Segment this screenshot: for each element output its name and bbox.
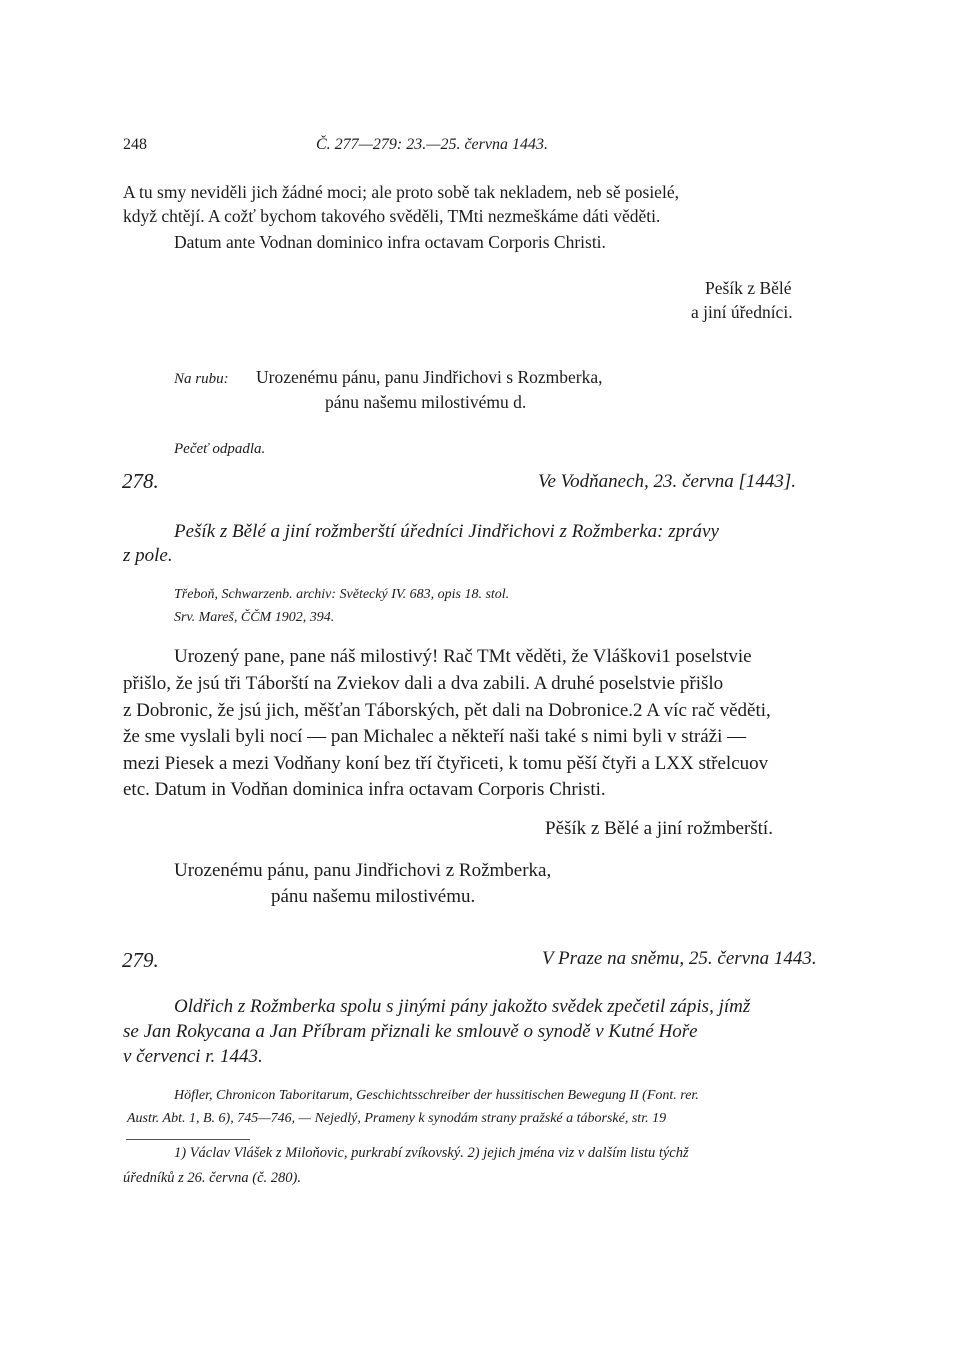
page-number: 248 [123,136,147,153]
doc279-number: 279. [122,948,159,972]
doc279-regest-line-2: se Jan Rokycana a Jan Příbram přiznali ke smlouvě o synodě v Kutné Hoře [123,1021,698,1042]
running-head: Č. 277—279: 23.—25. června 1443. [316,136,548,153]
doc279-regest-line-1: Oldřich z Rožmberka spolu s jinými pány jakožto svědek zpečetil zápis, jímž [174,996,751,1017]
footnote-line-1: 1) Václav Vlášek z Miloňovic, purkrabí zvíkovský. 2) jejich jména viz v dalším listu týchž [174,1145,689,1161]
doc278-source-2: Srv. Mareš, ČČM 1902, 394. [174,610,335,625]
doc277-line-1: A tu smy neviděli jich žádné moci; ale proto sobě tak nekladem, neb sě posielé, [123,182,679,202]
doc278-address-line-2: pánu našemu milostivému. [271,886,476,907]
doc278-text-line-3: z Dobronic, že jsú jich, měšťan Táborských, pět dali na Dobronice.2 A víc rač věděti, [123,700,771,721]
doc278-text-line-1: Urozený pane, pane náš milostivý! Rač TMt věděti, že Vláškovi1 poselstvie [174,646,752,667]
doc278-address-line-1: Urozenému pánu, panu Jindřichovi z Rožmberka, [174,860,552,881]
doc277-signature-2: a jiní úředníci. [691,302,793,322]
doc278-text-line-4: že sme vyslali byli nocí — pan Michalec a někteří naši také s nimi byli v stráži — [123,726,747,747]
doc278-source-1: Třeboň, Schwarzenb. archiv: Světecký IV. 683, opis 18. stol. [174,587,510,602]
doc277-address-label: Na rubu: [174,371,229,387]
doc277-address-line-2: pánu našemu milostivému d. [325,392,527,412]
doc279-source-1: Höfler, Chronicon Taboritarum, Geschichtsschreiber der hussitischen Bewegung II (Font. rer. [174,1088,699,1103]
footnote-rule [126,1139,250,1140]
doc278-text-line-5: mezi Piesek a mezi Vodňany koní bez tří čtyřiceti, k tomu pěší čtyři a LXX střelcuov [123,753,769,774]
doc277-address-line-1: Urozenému pánu, panu Jindřichovi s Rozmberka, [256,367,603,387]
doc279-regest-line-3: v červenci r. 1443. [123,1046,263,1067]
doc278-number: 278. [122,469,159,493]
doc278-text-line-2: přišlo, že jsú tři Táborští na Zviekov dali a dva zabili. A druhé poselstvie přišlo [123,673,724,694]
footnote-line-2: úředníků z 26. června (č. 280). [123,1170,301,1186]
doc277-line-2: když chtějí. A cožť bychom takového svěděli, TMti nezmeškáme dáti věděti. [123,206,661,226]
doc278-place-date: Ve Vodňanech, 23. června [1443]. [538,471,797,492]
doc278-signature: Pěšík z Bělé a jiní rožmberští. [545,818,773,839]
doc277-seal-note: Pečeť odpadla. [174,441,266,457]
doc278-regest-line-2: z pole. [123,545,173,566]
doc277-line-3: Datum ante Vodnan dominico infra octavam Corporis Christi. [174,232,606,252]
doc277-signature-1: Pešík z Bělé [705,278,792,298]
doc278-text-line-6: etc. Datum in Vodňan dominica infra octavam Corporis Christi. [123,779,606,800]
doc278-regest-line-1: Pešík z Bělé a jiní rožmberští úředníci Jindřichovi z Rožmberka: zprávy [174,521,719,542]
doc279-source-2: Austr. Abt. 1, B. 6), 745—746, — Nejedlý, Prameny k synodám strany pražské a táborské, str. 19 [127,1111,667,1126]
doc279-place-date: V Praze na sněmu, 25. června 1443. [542,948,817,969]
